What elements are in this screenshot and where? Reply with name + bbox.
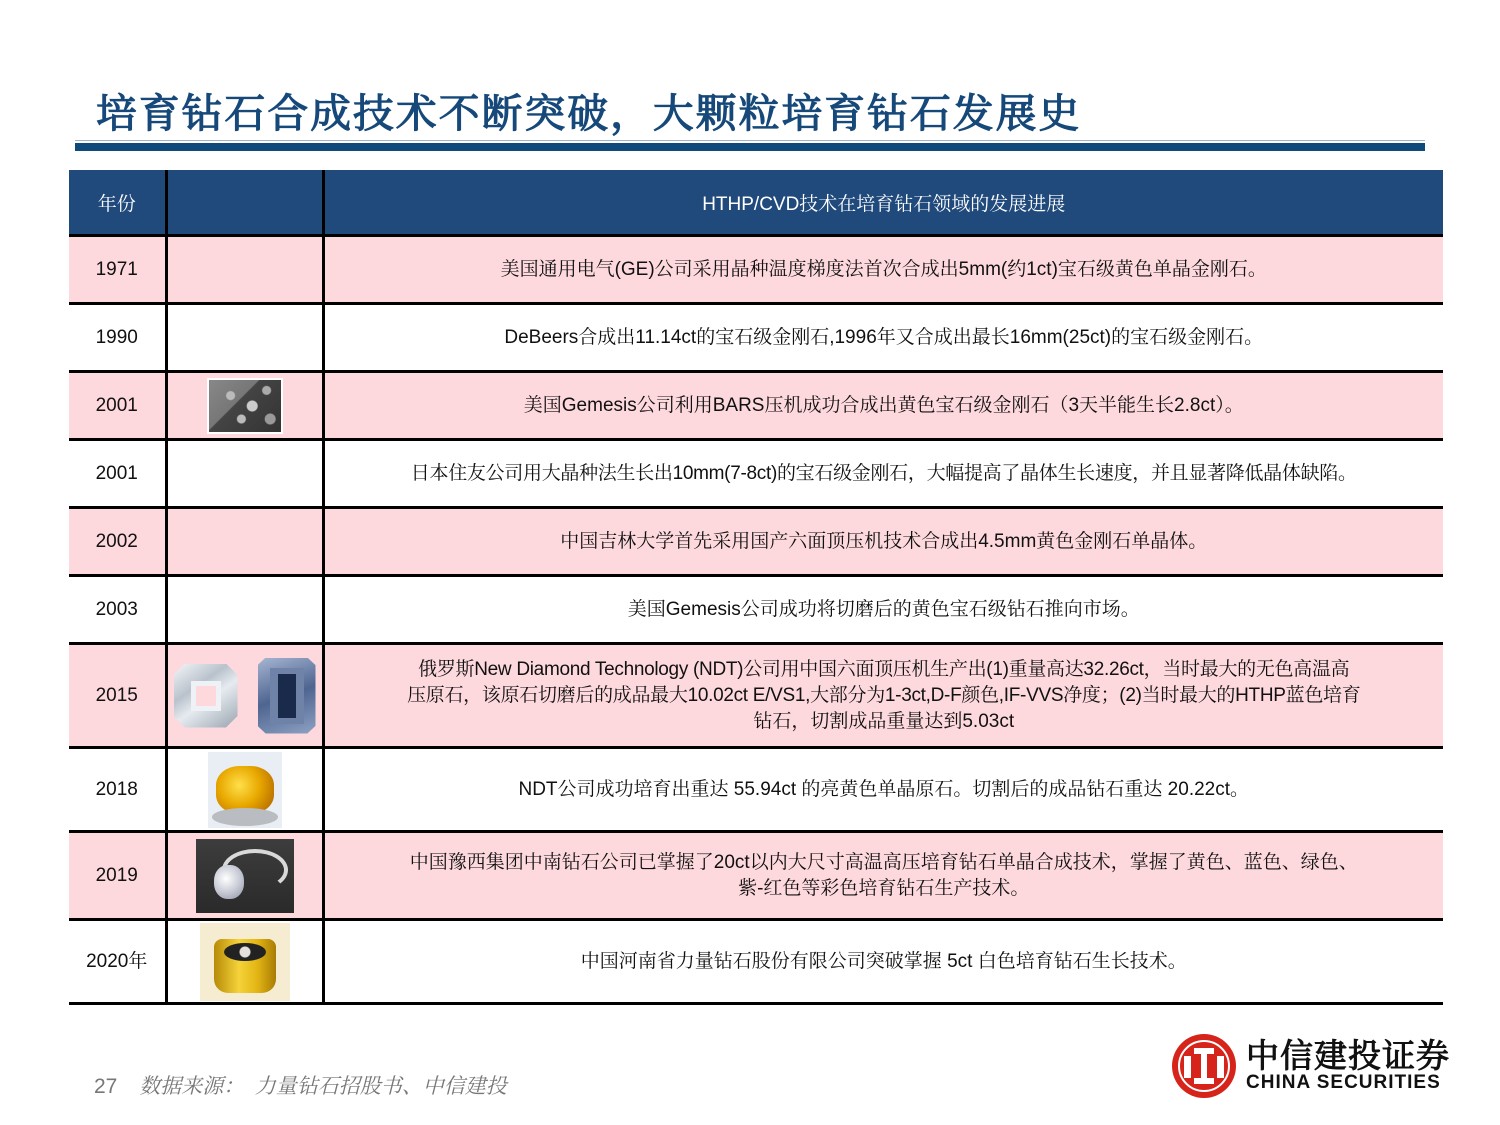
description-cell: DeBeers合成出11.14ct的宝石级金刚石,1996年又合成出最长16mm(25ct)的宝石级金刚石。: [323, 304, 1443, 372]
table-row: [69, 832, 1443, 920]
description-cell: [323, 644, 1443, 748]
year-cell: 2018: [69, 748, 166, 832]
header-description: HTHP/CVD技术在培育钻石领域的发展进展: [323, 170, 1443, 236]
page-title: 培育钻石合成技术不断突破，大颗粒培育钻石发展史: [96, 91, 1082, 137]
data-source: 数据来源： 力量钻石招股书、中信建投: [139, 1074, 507, 1098]
year-cell: 2002: [69, 508, 166, 576]
footer: [94, 1070, 507, 1100]
description-cell: [323, 832, 1443, 920]
table-row: [69, 304, 1443, 372]
year-cell: 2020年: [69, 920, 166, 1004]
image-cell: [166, 576, 323, 644]
blue-diamond-image: [258, 658, 316, 734]
logo-name-en: CHINA SECURITIES: [1246, 1072, 1441, 1093]
logo-name-cn: 中信建投证券: [1246, 1036, 1450, 1075]
diamond-ring-image: [196, 839, 294, 913]
table-row: [69, 508, 1443, 576]
description-cell: 中国河南省力量钻石股份有限公司突破掌握 5ct 白色培育钻石生长技术。: [323, 920, 1443, 1004]
white-diamond-image: [174, 664, 238, 728]
image-cell: [166, 440, 323, 508]
company-logo: [1170, 1030, 1470, 1100]
description-line: 俄罗斯New Diamond Technology (NDT)公司用中国六面顶压机生产出(1)重量高达32.26ct，当时最大的无色高温高: [418, 658, 1350, 680]
description-line: 中国豫西集团中南钻石公司已掌握了20ct以内大尺寸高温高压培育钻石单晶合成技术，掌握了黄色、蓝色、绿色、: [409, 851, 1358, 873]
image-cell: [166, 236, 323, 304]
rough-diamond-crystals-image: [207, 378, 283, 434]
page-number: 27: [94, 1075, 118, 1098]
development-history-table: [69, 170, 1443, 1005]
table-row: [69, 576, 1443, 644]
image-cell: [166, 372, 323, 440]
year-cell: 2001: [69, 440, 166, 508]
table-row: [69, 644, 1443, 748]
year-cell: 2019: [69, 832, 166, 920]
image-cell: [166, 920, 323, 1004]
image-cell: [166, 748, 323, 832]
table-row: [69, 748, 1443, 832]
year-cell: 1971: [69, 236, 166, 304]
image-cell: [166, 304, 323, 372]
description-line: 压原石，该原石切磨后的成品最大10.02ct E/VS1,大部分为1-3ct,D-F颜色,IF-VVS净度；(2)当时最大的HTHP蓝色培育: [407, 684, 1361, 706]
table-header-row: [69, 170, 1443, 236]
title-divider-thin: [75, 140, 1425, 141]
diamond-holder-image: [200, 923, 290, 1001]
yellow-diamond-image: [208, 752, 282, 828]
description-cell: 美国通用电气(GE)公司采用晶种温度梯度法首次合成出5mm(约1ct)宝石级黄色单晶金刚石。: [323, 236, 1443, 304]
citic-logo-icon: [1172, 1034, 1236, 1098]
image-cell: [166, 508, 323, 576]
year-cell: 2015: [69, 644, 166, 748]
table-row: [69, 920, 1443, 1004]
description-line: 钻石，切割成品重量达到5.03ct: [753, 710, 1015, 732]
description-cell: 中国吉林大学首先采用国产六面顶压机技术合成出4.5mm黄色金刚石单晶体。: [323, 508, 1443, 576]
year-cell: 2001: [69, 372, 166, 440]
description-cell: 美国Gemesis公司成功将切磨后的黄色宝石级钻石推向市场。: [323, 576, 1443, 644]
year-cell: 1990: [69, 304, 166, 372]
description-cell: 美国Gemesis公司利用BARS压机成功合成出黄色宝石级金刚石（3天半能生长2.8ct）。: [323, 372, 1443, 440]
description-line: 紫-红色等彩色培育钻石生产技术。: [738, 877, 1030, 899]
header-image: [166, 170, 323, 236]
image-cell: [166, 644, 323, 748]
title-divider: [75, 143, 1425, 151]
table-row: [69, 440, 1443, 508]
description-cell: NDT公司成功培育出重达 55.94ct 的亮黄色单晶原石。切割后的成品钻石重达 20.22ct。: [323, 748, 1443, 832]
year-cell: 2003: [69, 576, 166, 644]
image-cell: [166, 832, 323, 920]
header-year: 年份: [69, 170, 166, 236]
table-row: [69, 372, 1443, 440]
table-row: [69, 236, 1443, 304]
description-cell: 日本住友公司用大晶种法生长出10mm(7-8ct)的宝石级金刚石，大幅提高了晶体生长速度，并且显著降低晶体缺陷。: [323, 440, 1443, 508]
